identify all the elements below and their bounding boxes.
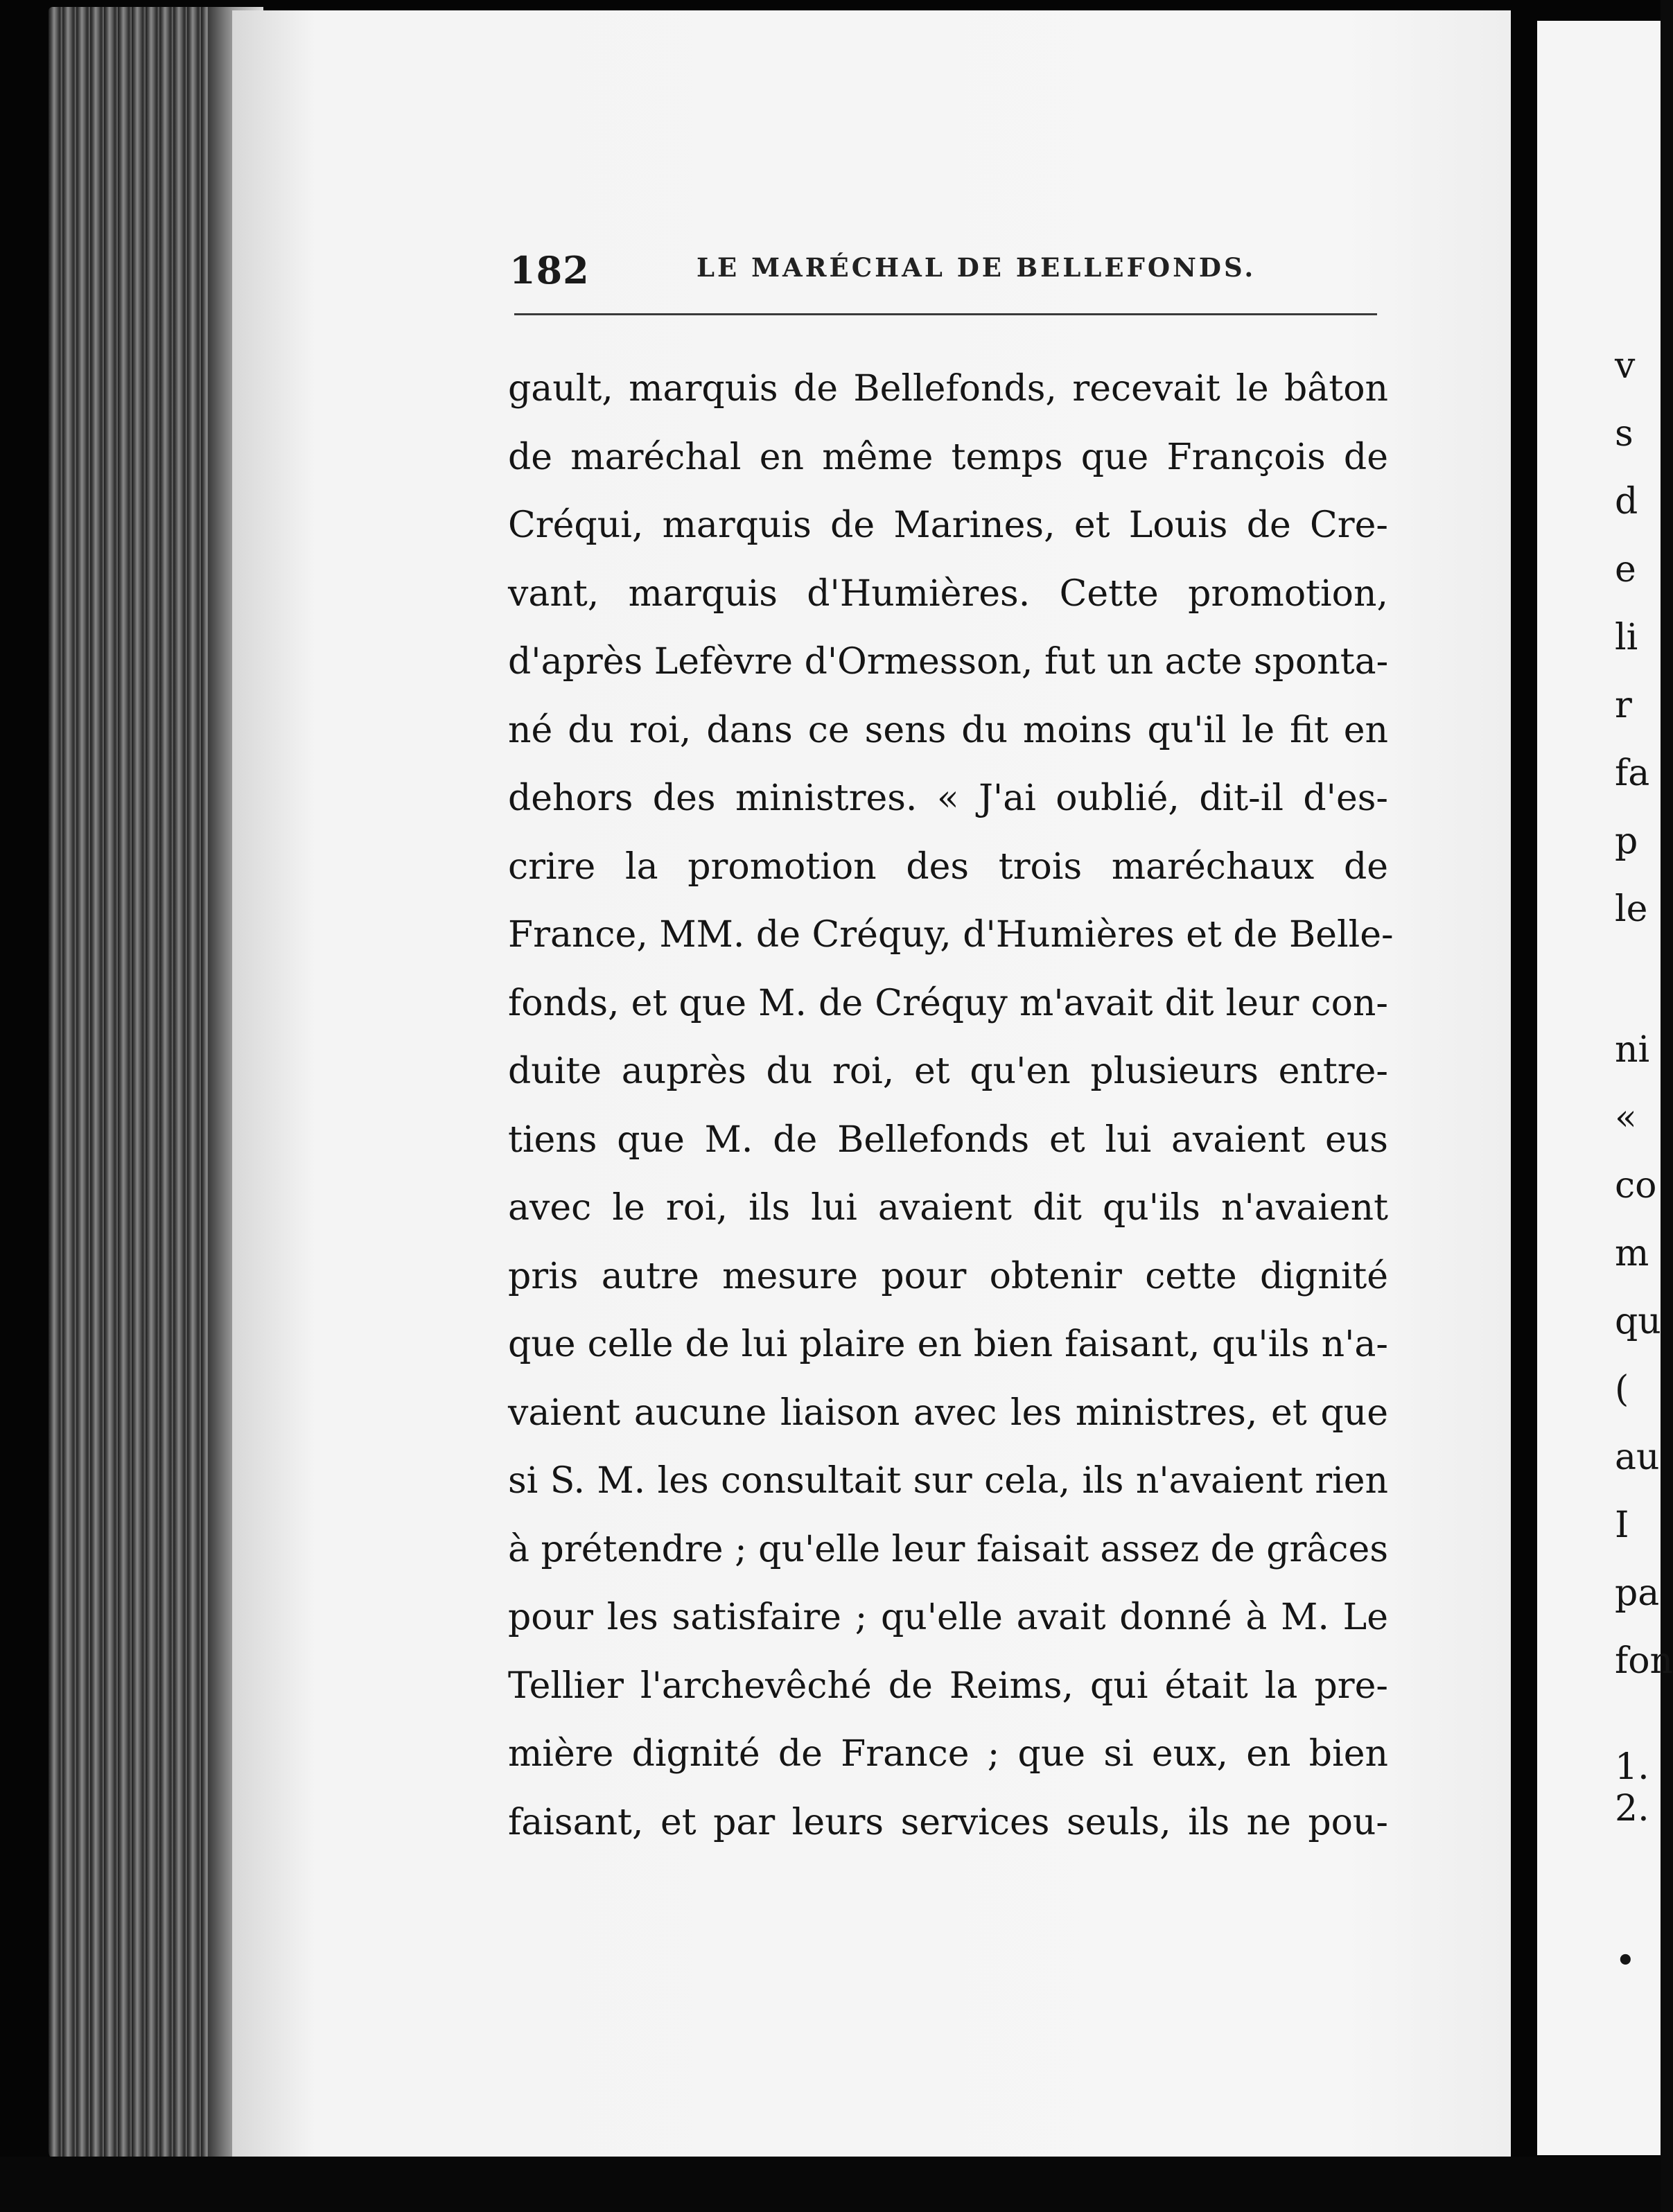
text-line: pris autre mesure pour obtenir cette dignité — [508, 1255, 1388, 1297]
fragment: s — [1615, 413, 1633, 455]
fragment: au — [1615, 1437, 1660, 1478]
fragment: 2. — [1615, 1788, 1649, 1829]
fragment: e — [1615, 549, 1636, 590]
text-line: à prétendre ; qu'elle leur faisait assez de grâces — [508, 1528, 1388, 1570]
text-line: avec le roi, ils lui avaient dit qu'ils n'avaient — [508, 1187, 1388, 1229]
text-line: duite auprès du roi, et qu'en plusieurs entre- — [508, 1051, 1388, 1092]
center-gutter — [1514, 0, 1537, 2212]
text-line: si S. M. les consultait sur cela, ils n'avaient rien — [508, 1460, 1388, 1502]
text-line: crire la promotion des trois maréchaux de — [508, 845, 1388, 888]
fragment: 1. — [1615, 1746, 1649, 1788]
fragment: • — [1615, 1940, 1636, 1982]
text-line: vant, marquis d'Humières. Cette promotion, — [508, 572, 1388, 615]
text-line: d'après Lefèvre d'Ormesson, fut un acte sponta- — [508, 641, 1389, 683]
text-line: de maréchal en même temps que François de — [508, 436, 1388, 478]
fragment: I — [1615, 1504, 1629, 1546]
fragment: fon — [1615, 1640, 1673, 1682]
page-number: 182 — [509, 248, 590, 292]
text-line: faisant, et par leurs services seuls, ils ne pou- — [508, 1801, 1388, 1843]
fragment: le — [1615, 888, 1648, 930]
fragment: « — [1615, 1097, 1637, 1139]
text-line: pour les satisfaire ; qu'elle avait donné à M. Le — [508, 1597, 1388, 1638]
text-line: né du roi, dans ce sens du moins qu'il le fit en — [508, 709, 1388, 751]
fragment: d — [1615, 481, 1638, 523]
text-line: France, MM. de Créquy, d'Humières et de Belle- — [508, 914, 1394, 956]
fragment: co — [1615, 1165, 1657, 1206]
fragment: r — [1615, 685, 1632, 726]
right-page-text — [1615, 0, 1673, 2212]
fragment: fa — [1615, 753, 1650, 794]
text-line: fonds, et que M. de Créquy m'avait dit leur con- — [508, 982, 1388, 1024]
text-line: Tellier l'archevêché de Reims, qui était la pre- — [508, 1665, 1388, 1707]
fragment: pa — [1615, 1572, 1660, 1614]
text-line: dehors des ministres. « J'ai oublié, dit-il d'es- — [508, 778, 1388, 819]
fragment: p — [1615, 820, 1638, 862]
body-text — [508, 355, 1394, 1857]
text-line: Créqui, marquis de Marines, et Louis de Cre- — [508, 504, 1388, 546]
header-rule — [514, 313, 1377, 315]
fragment: ( — [1615, 1369, 1629, 1410]
bottom-background — [0, 2157, 1661, 2212]
fragment: ni — [1615, 1029, 1650, 1071]
text-line: vaient aucune liaison avec les ministres, et que — [508, 1392, 1388, 1434]
text-line: mière dignité de France ; que si eux, en bien — [508, 1733, 1388, 1775]
text-line: gault, marquis de Bellefonds, recevait le bâton — [508, 368, 1388, 410]
fragment: li — [1615, 617, 1638, 658]
text-line: tiens que M. de Bellefonds et lui avaient eus — [508, 1118, 1388, 1161]
fragment: v — [1615, 345, 1636, 387]
text-line: que celle de lui plaire en bien faisant, qu'ils n'a- — [508, 1324, 1388, 1365]
fragment: m — [1615, 1233, 1649, 1274]
fragment: qu — [1615, 1301, 1661, 1342]
running-head: LE MARÉCHAL DE BELLEFONDS. — [697, 252, 1256, 283]
